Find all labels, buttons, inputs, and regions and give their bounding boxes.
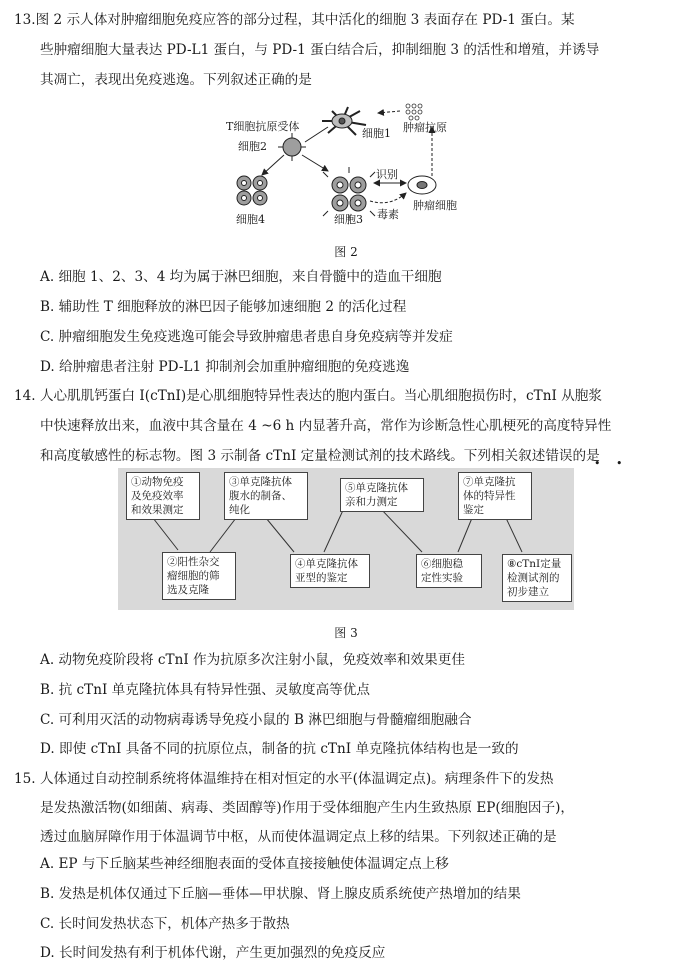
- step-8-line-2: 检测试剂的: [507, 572, 560, 584]
- step-5-line-1: ⑤单克隆抗体: [345, 482, 408, 494]
- step-8-line-1: ⑧cTnI定量: [507, 558, 562, 570]
- label-cell2: 细胞2: [238, 140, 267, 153]
- q13-stem-line-1: 13.图 2 示人体对肿瘤细胞免疫应答的部分过程，其中活化的细胞 3 表面存在 PD-1 蛋白。某: [14, 12, 575, 28]
- label-cell3: 细胞3: [334, 213, 363, 226]
- step-2-box: [162, 552, 236, 600]
- q15-option-d: D. 长时间发热有利于机体代谢，产生更加强烈的免疫反应: [40, 945, 386, 961]
- tumor-cell: [408, 176, 436, 194]
- step-1-box: [126, 472, 200, 520]
- q14-stem-line-3: 和高度敏感性的标志物。图 3 示制备 cTnI 定量检测试剂的技术路线。下列相关叙述错误的是: [40, 448, 600, 464]
- q15-stem-line-2: 是发热激活物(如细菌、病毒、类固醇等)作用于受体细胞产生内生致热原 EP(细胞因子)，: [40, 800, 574, 816]
- step-7-box: [458, 472, 532, 520]
- step-2-line-1: ②阳性杂交: [167, 556, 220, 568]
- step-4-line-1: ④单克隆抗体: [295, 558, 358, 570]
- cell4-group: [237, 176, 267, 205]
- step-6-box: [416, 554, 482, 588]
- q15-option-a: A. EP 与下丘脑某些神经细胞表面的受体直接接触使体温调定点上移: [40, 856, 449, 872]
- label-toxin: 毒素: [377, 208, 399, 221]
- step-3-line-3: 纯化: [229, 504, 250, 516]
- label-tumor: 肿瘤细胞: [413, 199, 457, 212]
- step-6-line-2: 定性实验: [421, 572, 463, 584]
- label-antigen: 肿瘤抗原: [403, 121, 447, 134]
- step-3-line-2: 腹水的制备、: [229, 490, 292, 502]
- cell1-dendritic: [322, 107, 366, 135]
- step-3-line-1: ③单克隆抗体: [229, 476, 292, 488]
- step-7-line-2: 体的特异性: [463, 490, 516, 502]
- q13-option-c: C. 肿瘤细胞发生免疫逃逸可能会导致肿瘤患者患自身免疫病等并发症: [40, 329, 453, 345]
- step-8-box: [502, 554, 572, 602]
- step-8-line-3: 初步建立: [507, 586, 549, 598]
- step-7-line-1: ⑦单克隆抗: [463, 476, 516, 488]
- label-cell1: 细胞1: [362, 127, 391, 140]
- step-1-line-2: 及免疫效率: [131, 490, 184, 502]
- step-1-line-1: ①动物免疫: [131, 476, 184, 488]
- q13-option-b: B. 辅助性 T 细胞释放的淋巴因子能够加速细胞 2 的活化过程: [40, 299, 407, 315]
- antigen-particles: [406, 104, 422, 120]
- step-1-line-3: 和效果测定: [131, 504, 184, 516]
- label-recognize: 识别: [376, 168, 398, 181]
- q14-stem-line-1: 14. 人心肌肌钙蛋白 I(cTnI)是心肌细胞特异性表达的胞内蛋白。当心肌细胞损伤时，cTnI 从胞浆: [14, 388, 602, 404]
- step-2-line-3: 选及克隆: [167, 584, 209, 596]
- figure-3-flowchart: [118, 468, 574, 610]
- label-receptor: T细胞抗原受体: [226, 120, 300, 133]
- q15-option-c: C. 长时间发热状态下，机体产热多于散热: [40, 916, 290, 932]
- q15-stem-line-1: 15. 人体通过自动控制系统将体温维持在相对恒定的水平(体温调定点)。病理条件下的发热: [14, 771, 554, 787]
- label-cell4: 细胞4: [236, 213, 265, 226]
- step-5-box: [340, 478, 424, 512]
- step-5-line-2: 亲和力测定: [345, 496, 398, 508]
- figure-2-diagram: [210, 97, 500, 230]
- q13-option-a: A. 细胞 1、2、3、4 均为属于淋巴细胞，来自骨髓中的造血干细胞: [40, 269, 442, 285]
- step-7-line-3: 鉴定: [463, 504, 484, 516]
- q14-option-a: A. 动物免疫阶段将 cTnI 作为抗原多次注射小鼠，免疫效率和效果更佳: [40, 652, 465, 668]
- q13-option-d: D. 给肿瘤患者注射 PD-L1 抑制剂会加重肿瘤细胞的免疫逃逸: [40, 359, 410, 375]
- step-4-box: [290, 554, 370, 588]
- step-4-line-2: 亚型的鉴定: [295, 572, 348, 584]
- step-2-line-2: 瘤细胞的筛: [167, 570, 220, 582]
- step-6-line-1: ⑥细胞稳: [421, 558, 463, 570]
- q14-option-b: B. 抗 cTnI 单克隆抗体具有特异性强、灵敏度高等优点: [40, 682, 370, 698]
- q14-option-d: D. 即使 cTnI 具备不同的抗原位点，制备的抗 cTnI 单克隆抗体结构也是一致的: [40, 741, 519, 757]
- q14-option-c: C. 可利用灭活的动物病毒诱导免疫小鼠的 B 淋巴细胞与骨髓瘤细胞融合: [40, 712, 472, 728]
- emphasis-dots: • •: [594, 457, 629, 470]
- q13-stem-line-3: 其凋亡，表现出免疫逃逸。下列叙述正确的是: [40, 72, 312, 88]
- q15-option-b: B. 发热是机体仅通过下丘脑—垂体—甲状腺、肾上腺皮质系统使产热增加的结果: [40, 886, 521, 902]
- q15-stem-line-3: 透过血脑屏障作用于体温调节中枢，从而使体温调定点上移的结果。下列叙述正确的是: [40, 829, 557, 845]
- q13-stem-line-2: 些肿瘤细胞大量表达 PD-L1 蛋白，与 PD-1 蛋白结合后，抑制细胞 3 的活性和增殖，并诱导: [40, 42, 600, 58]
- figure-2-caption: 图 2: [334, 245, 358, 259]
- step-3-box: [224, 472, 308, 520]
- figure-3-caption: 图 3: [334, 626, 358, 640]
- q14-stem-line-2: 中快速释放出来，血液中其含量在 4 ~6 h 内显著升高，常作为诊断急性心肌梗死的高度特异性: [40, 418, 612, 434]
